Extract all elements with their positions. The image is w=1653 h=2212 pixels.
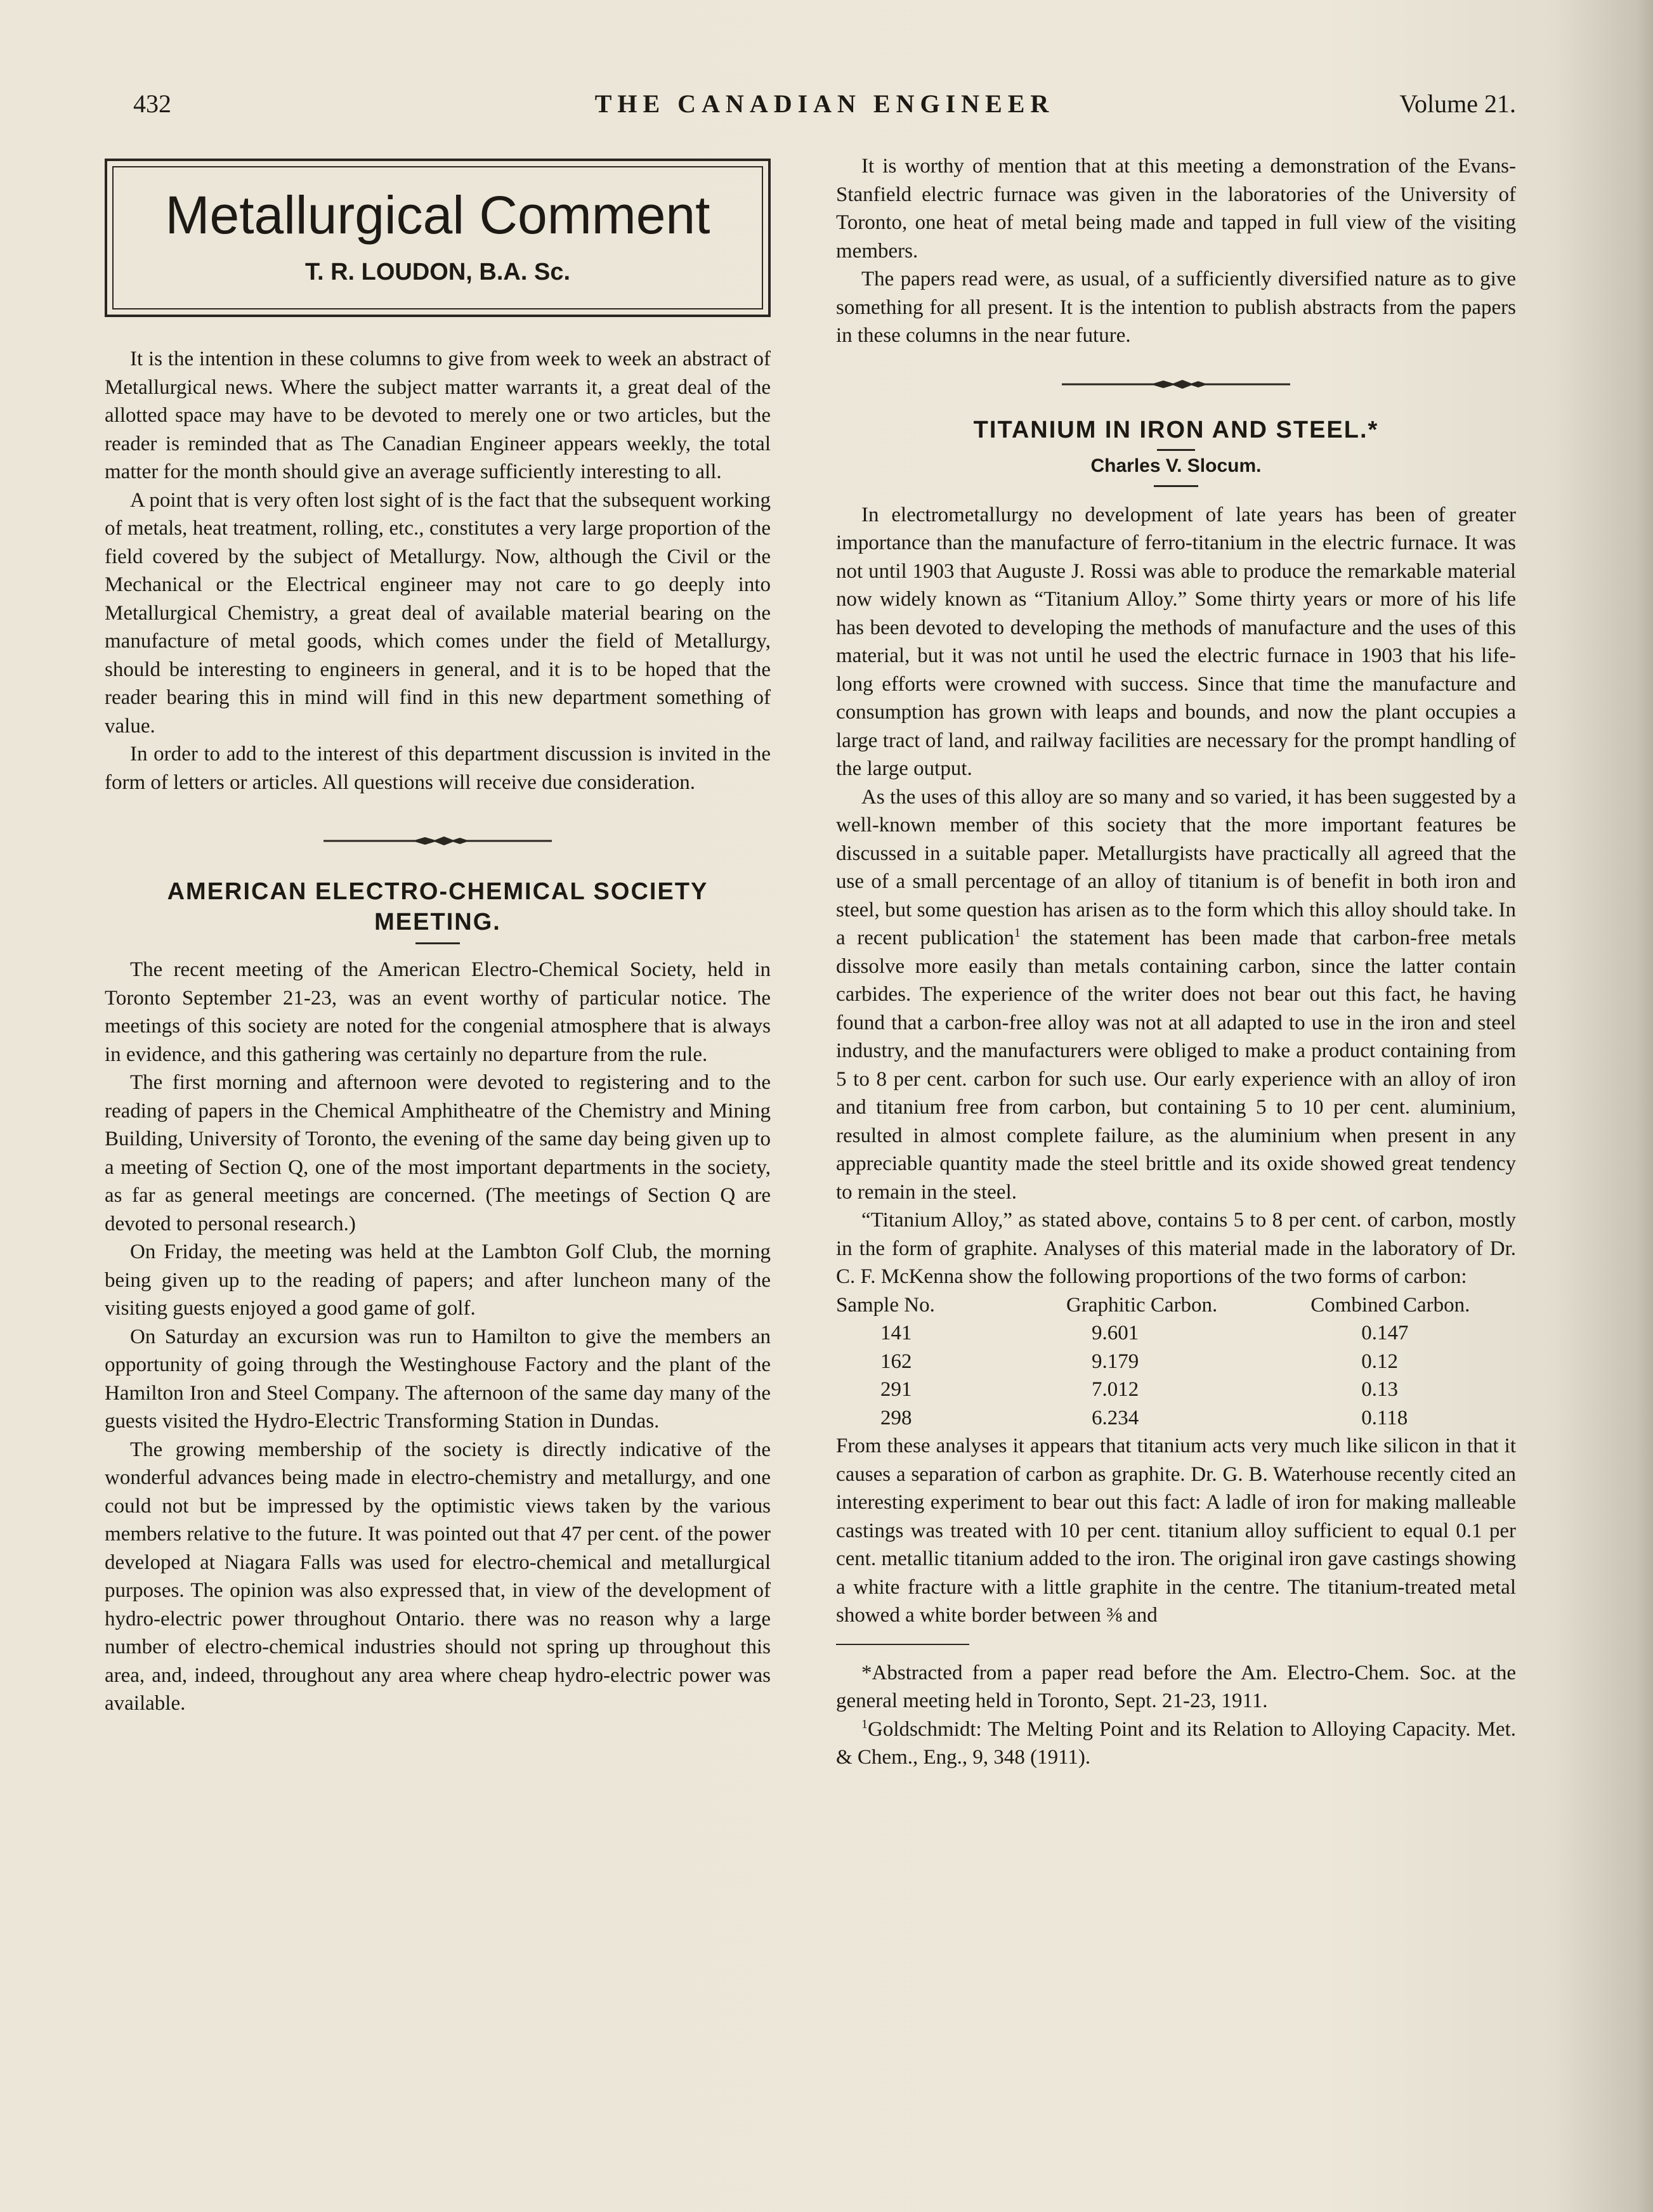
column-header: Combined Carbon. <box>1310 1293 1470 1317</box>
comment-title-box-inner <box>112 166 763 309</box>
intro-paragraph: In order to add to the interest of this department discussion is invited in the form of letters or articles. All questions will receive due consideration. <box>105 743 771 794</box>
table-row <box>836 1319 1516 1348</box>
table-cell: 9.601 <box>1092 1322 1139 1344</box>
ornament-rule-icon <box>1062 378 1290 391</box>
volume-label: Volume 21. <box>1399 89 1516 118</box>
table-row <box>836 1376 1516 1404</box>
footnote-reference: 1 <box>1014 926 1021 940</box>
titanium-paragraph: In electrometallurgy no development of late years has been of greater importance than the manufacture of ferro-titanium in the electric furnace. It was not until 1903 that Auguste J. Rossi was able to produce the remarkable material now widely known as “Titanium Alloy.” Some thirty years or more of his life has been devoted to developing the methods of manufacture and the uses of this material, but it was not until he used the electric furnace in 1903 that his life-long efforts were crowned with success. Since that time the manufacture and consumption has grown with leaps and bounds, and now the plant occupies a large tract of land, and railway facilities are necessary for the prompt handling of the large output. <box>836 503 1516 780</box>
right-column <box>836 152 1516 1772</box>
society-paragraph: The growing membership of the society is directly indicative of the wonderful advances being made in electro-chemistry and metallurgy, and one could not but be impressed by the optimistic views taken by the various members relative to the future. It was pointed out that 47 per cent. of the power developed at Niagara Falls was used for electro-chemical and metallurgical purposes. The opinion was also expressed that, in view of the development of hydro-electric power throughout Ontario. there was no reason why a large number of electro-chemical industries should not spring up throughout this area, and, indeed, throughout any area where cheap hydro-electric power was available. <box>105 1438 771 1715</box>
comment-title-box <box>105 159 771 317</box>
department-author: T. R. LOUDON, B.A. Sc. <box>304 259 571 285</box>
table-cell: 291 <box>880 1378 912 1401</box>
society-heading: AMERICAN ELECTRO-CHEMICAL SOCIETY MEETING. <box>167 878 709 935</box>
footnote: *Abstracted from a paper read before the Am. Electro-Chem. Soc. at the general meeting held in Toronto, Sept. 21-23, 1911. <box>836 1661 1516 1712</box>
table-row <box>836 1404 1516 1433</box>
society-paragraph: The first morning and afternoon were devoted to registering and to the reading of papers in the Chemical Amphitheatre of the Chemistry and Mining Building, University of Toronto, the evening of the same day being given up to a meeting of Section Q, one of the most important departments in the society, as far as general meetings are concerned. (The meetings of Section Q are devoted to personal research.) <box>105 1071 771 1235</box>
ornament-rule-icon <box>323 835 552 847</box>
column-header: Sample No. <box>836 1293 935 1317</box>
table-cell: 9.179 <box>1092 1350 1139 1373</box>
society-paragraph: The recent meeting of the American Electro-Chemical Society, held in Toronto September 21-23, was an event worthy of particular notice. The meetings of this society are noted for the congenial atmosphere that is always in evidence, and this gathering was certainly no departure from the rule. <box>105 958 771 1066</box>
intro-paragraph: It is the intention in these columns to give from week to week an abstract of Metallurgical news. Where the subject matter warrants it, a great deal of the allotted space may have to be devoted to merely one or two articles, but the reader is reminded that as The Canadian Engineer appears weekly, the total matter for the month should give an average sufficiently interesting to all. <box>105 348 771 483</box>
page-number: 432 <box>133 89 171 118</box>
journal-title: THE CANADIAN ENGINEER <box>594 89 1055 118</box>
titanium-paragraph: “Titanium Alloy,” as stated above, contains 5 to 8 per cent. of carbon, mostly in the form of graphite. Analyses of this material made in the laboratory of Dr. C. F. McKenna show the following proportions of the two forms of carbon: <box>836 1209 1516 1288</box>
titanium-paragraph-text: As the uses of this alloy are so many and so varied, it has been suggested by a well-known member of this society that the more important features be discussed in a suitable paper. Metallurgists have practically all agreed that the use of a small percentage of an alloy of titanium is of benefit in both iron and steel, but some question has arisen as to the form which this alloy should take. In a recent publication <box>836 785 1516 949</box>
table-cell: 0.12 <box>1361 1350 1398 1373</box>
titanium-byline: Charles V. Slocum. <box>1090 455 1262 476</box>
left-column <box>105 152 771 1718</box>
column-header: Graphitic Carbon. <box>1066 1293 1218 1317</box>
intro-paragraph: A point that is very often lost sight of is the fact that the subsequent working of metals, heat treatment, rolling, etc., constitutes a very large proportion of the field covered by the subject of Metallurgy. Now, although the Civil or the Mechanical or the Electrical engineer may not care to go deeply into Metallurgical Chemistry, a great deal of available material bearing on the manufacture of metal goods, which comes under the field of Metallurgy, should be interesting to engineers in general, and it is to be hoped that the reader bearing this in mind will find in this new department something of value. <box>105 488 771 738</box>
footnote-divider <box>836 1644 969 1645</box>
footnote <box>836 1715 1516 1772</box>
table-cell: 0.118 <box>1361 1406 1408 1429</box>
titanium-paragraph: From these analyses it appears that titanium acts very much like silicon in that it causes a separation of carbon as graphite. Dr. G. B. Waterhouse recently cited an interesting experiment to bear out this fact: A ladle of iron for making malleable castings was treated with 10 per cent. titanium alloy sufficient to equal 0.1 per cent. metallic titanium added to the iron. The original iron gave castings showing a white fracture with a little graphite in the centre. The titanium-treated metal showed a white border between ⅜ and <box>836 1435 1516 1627</box>
page-header <box>133 89 1516 127</box>
table-header-row <box>836 1291 1516 1320</box>
carbon-analysis-table <box>836 1291 1516 1433</box>
table-cell: 0.147 <box>1361 1322 1409 1344</box>
table-row <box>836 1348 1516 1376</box>
byline-rule <box>1154 485 1198 487</box>
society-paragraph: On Friday, the meeting was held at the Lambton Golf Club, the morning being given up to the reading of papers; and after luncheon many of the visiting guests enjoyed a good game of golf. <box>105 1240 771 1320</box>
heading-rule <box>415 942 460 944</box>
table-cell: 7.012 <box>1092 1378 1139 1401</box>
spacer <box>105 317 771 345</box>
table-cell: 6.234 <box>1092 1406 1139 1429</box>
footnote-marker: 1 <box>861 1717 868 1731</box>
table-cell: 162 <box>880 1350 912 1373</box>
table-cell: 298 <box>880 1406 912 1429</box>
section-ornament <box>836 365 1516 403</box>
society-paragraph-continued: It is worthy of mention that at this meeting a demonstration of the Evans-Stanfield electric furnace was given in the laboratories of the University of Toronto, one heat of metal being made and tapped in full view of the visiting members. <box>836 155 1516 263</box>
society-paragraph: On Saturday an excursion was run to Hamilton to give the members an opportunity of going through the Westinghouse Factory and the plant of the Hamilton Iron and Steel Company. The afternoon of the same day many of the guests visited the Hydro-Electric Transforming Station in Dundas. <box>105 1325 771 1433</box>
table-cell: 141 <box>880 1322 912 1344</box>
heading-rule <box>1157 449 1195 451</box>
table-cell: 0.13 <box>1361 1378 1398 1401</box>
footnote-text: Goldschmidt: The Melting Point and its Relation to Alloying Capacity. Met. & Chem., Eng., 9, 348 (1911). <box>836 1717 1516 1769</box>
department-title: Metallurgical Comment <box>165 185 710 245</box>
society-paragraph-continued: The papers read were, as usual, of a sufficiently diversified nature as to give something for all present. It is the intention to publish abstracts from the papers in these columns in the near future. <box>836 268 1516 347</box>
titanium-paragraph-text: the statement has been made that carbon-free metals dissolve more easily than metals containing carbon, since the latter contain carbides. The experience of the writer does not bear out this fact, he having found that a carbon-free alloy was not at all adapted to use in the iron and steel industry, and the manufacturers were obliged to make a product containing from 5 to 8 per cent. carbon for such use. Our early experience with an alloy of iron and titanium free from carbon, but containing 5 to 10 per cent. aluminium, resulted in almost complete failure, as the aluminium when present in any appreciable quantity made the steel brittle and its oxide showed great tendency to remain in the steel. <box>836 927 1516 1204</box>
titanium-heading: TITANIUM IN IRON AND STEEL.* <box>973 416 1379 443</box>
titanium-paragraph <box>836 783 1516 1207</box>
section-ornament <box>105 822 771 860</box>
